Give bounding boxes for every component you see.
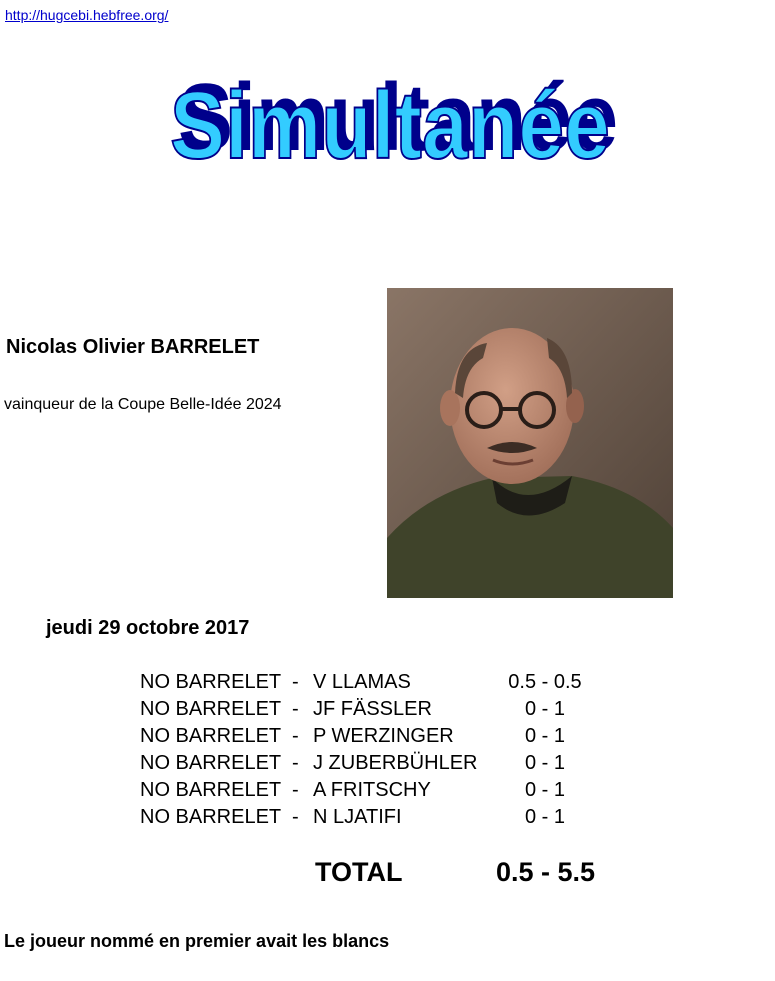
separator: - [292,779,299,801]
white-player: NO BARRELET [140,698,282,720]
game-score: 0 - 1 [524,725,566,747]
svg-text:Simultanée: Simultanée [170,72,610,179]
separator: - [292,698,299,720]
game-score: 0 - 1 [524,806,566,828]
player-portrait-photo [387,288,673,598]
white-player: NO BARRELET [140,806,282,828]
svg-text:Simultanée: Simultanée [178,64,618,171]
player-name: Nicolas Olivier BARRELET [6,336,260,358]
event-date: jeudi 29 octobre 2017 [46,617,250,639]
separator: - [292,725,299,747]
black-player: A FRITSCHY [313,779,431,801]
result-row [140,804,600,831]
black-player: J ZUBERBÜHLER [313,752,478,774]
white-player: NO BARRELET [140,779,282,801]
result-row [140,723,600,750]
white-player: NO BARRELET [140,671,282,693]
result-row [140,777,600,804]
simultanee-title-logo [150,52,625,187]
black-player: JF FÄSSLER [313,698,432,720]
result-row [140,669,600,696]
footnote: Le joueur nommé en premier avait les blancs [4,931,390,951]
white-player: NO BARRELET [140,725,282,747]
game-score: 0 - 1 [524,698,566,720]
game-score: 0 - 1 [524,752,566,774]
separator: - [292,806,299,828]
black-player: P WERZINGER [313,725,454,747]
black-player: V LLAMAS [313,671,411,693]
result-row [140,750,600,777]
total-label: TOTAL [315,857,403,887]
player-subtitle: vainqueur de la Coupe Belle-Idée 2024 [4,396,282,413]
white-player: NO BARRELET [140,752,282,774]
game-score: 0 - 1 [524,779,566,801]
result-row [140,696,600,723]
results-list [140,669,600,831]
site-link[interactable]: http://hugcebi.hebfree.org/ [5,7,169,23]
separator: - [292,752,299,774]
total-score: 0.5 - 5.5 [496,857,596,887]
separator: - [292,671,299,693]
game-score: 0.5 - 0.5 [508,671,582,693]
black-player: N LJATIFI [313,806,402,828]
